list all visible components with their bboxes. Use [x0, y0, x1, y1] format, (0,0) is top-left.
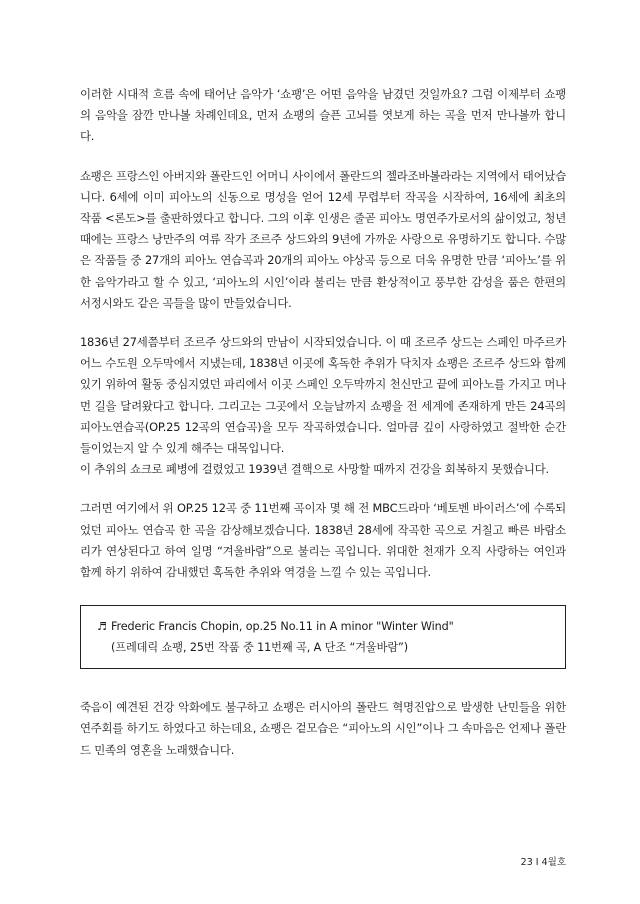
paragraph-closing: 죽음이 예견된 건강 악화에도 불구하고 쇼팽은 러시아의 폴란드 혁명진압으로 발생한 난민들을 위한 연주회를 하기도 하였다고 하는데요, 쇼팽은 겉모습은 “피아노의 시인”이나 그 속마음은 언제나 폴란드 민족의 영혼을 노래했습니다. [80, 700, 566, 757]
document-page [80, 84, 566, 761]
paragraph-illness: 이 추위의 쇼크로 폐병에 걸렸었고 1939년 결핵으로 사망할 때까지 건강을 회복하지 못했습니다. [80, 462, 549, 477]
song-title-english: Frederic Francis Chopin, op.25 No.11 in A minor "Winter Wind" [111, 620, 454, 634]
page-footer: 23 I 4월호 [520, 857, 566, 868]
paragraph-intro: 이러한 시대적 흐름 속에 태어난 음악가 ‘쇼팽’은 어떤 음악을 남겼던 것일까요? 그럼 이제부터 쇼팽의 음악을 잠깐 만나볼 차례인데요, 먼저 쇼팽의 슬픈 고뇌를 엿보게 하는 곡을 먼저 만나볼까 합니다. [80, 87, 566, 144]
song-title-line [97, 616, 551, 637]
paragraph-winter-wind: 그러면 여기에서 위 OP.25 12곡 중 11번째 곡이자 몇 해 전 MBC드라마 ‘베토벤 바이러스’에 수록되었던 피아노 연습곡 한 곡을 감상해보겠습니다. 1838년 28세에 작곡한 곡으로 거칠고 빠른 바람소리가 연상된다고 하여 일명 “겨울바람”으로 불리는 곡입니다. 위대한 천재가 오직 사랑하는 여인과 함께 하기 위하여 감내했던 혹독한 추위와 역경을 느낄 수 있는 곡입니다. [80, 501, 566, 580]
song-info-box [80, 605, 566, 669]
paragraph-biography: 쇼팽은 프랑스인 아버지와 폴란드인 어머니 사이에서 폴란드의 젤라조바볼라라는 지역에서 태어났습니다. 6세에 이미 피아노의 신동으로 명성을 얻어 12세 무렵부터 작곡을 시작하여, 16세에 최초의 작품 <론도>를 출판하였다고 합니다. 그의 이후 인생은 줄곧 피아노 명연주가로서의 삶이었고, 청년 때에는 프랑스 낭만주의 여류 작가 조르주 상드와의 9년에 가까운 사랑으로 유명하기도 합니다. 수많은 작품들 중 27개의 피아노 연습곡과 20개의 피아노 야상곡 등으로 더욱 유명한 만큼 ‘피아노’를 위한 음악가라고 할 수 있고, ‘피아노의 시인’이라 불리는 만큼 환상적이고 풍부한 감성을 품은 한편의 서정시와도 같은 곡들을 많이 만들었습니다. [80, 168, 566, 310]
song-title-korean: (프레데릭 쇼팽, 25번 작품 중 11번째 곡, A 단조 “겨울바람”) [111, 641, 409, 655]
music-note-icon: ♬ [97, 620, 107, 634]
paragraph-george-sand: 1836년 27세쯤부터 조르주 상드와의 만남이 시작되었습니다. 이 때 조르주 상드는 스페인 마주르카 어느 수도원 오두막에서 지냈는데, 1838년 이곳에 혹독한 추위가 닥치자 쇼팽은 조르주 상드와 함께 있기 위하여 활동 중심지였던 파리에서 이곳 스페인 오두막까지 천신만고 끝에 피아노를 가지고 머나먼 길을 달려왔다고 합니다. 그리고는 그곳에서 오늘날까지 쇼팽을 전 세계에 존재하게 만든 24곡의 피아노연습곡(OP.25 12곡의 연습곡)을 모두 작곡하였습니다. 얼마큼 깊이 사랑하였고 절박한 순간들이었는지 알 수 있게 해주는 대목입니다. [80, 335, 566, 456]
